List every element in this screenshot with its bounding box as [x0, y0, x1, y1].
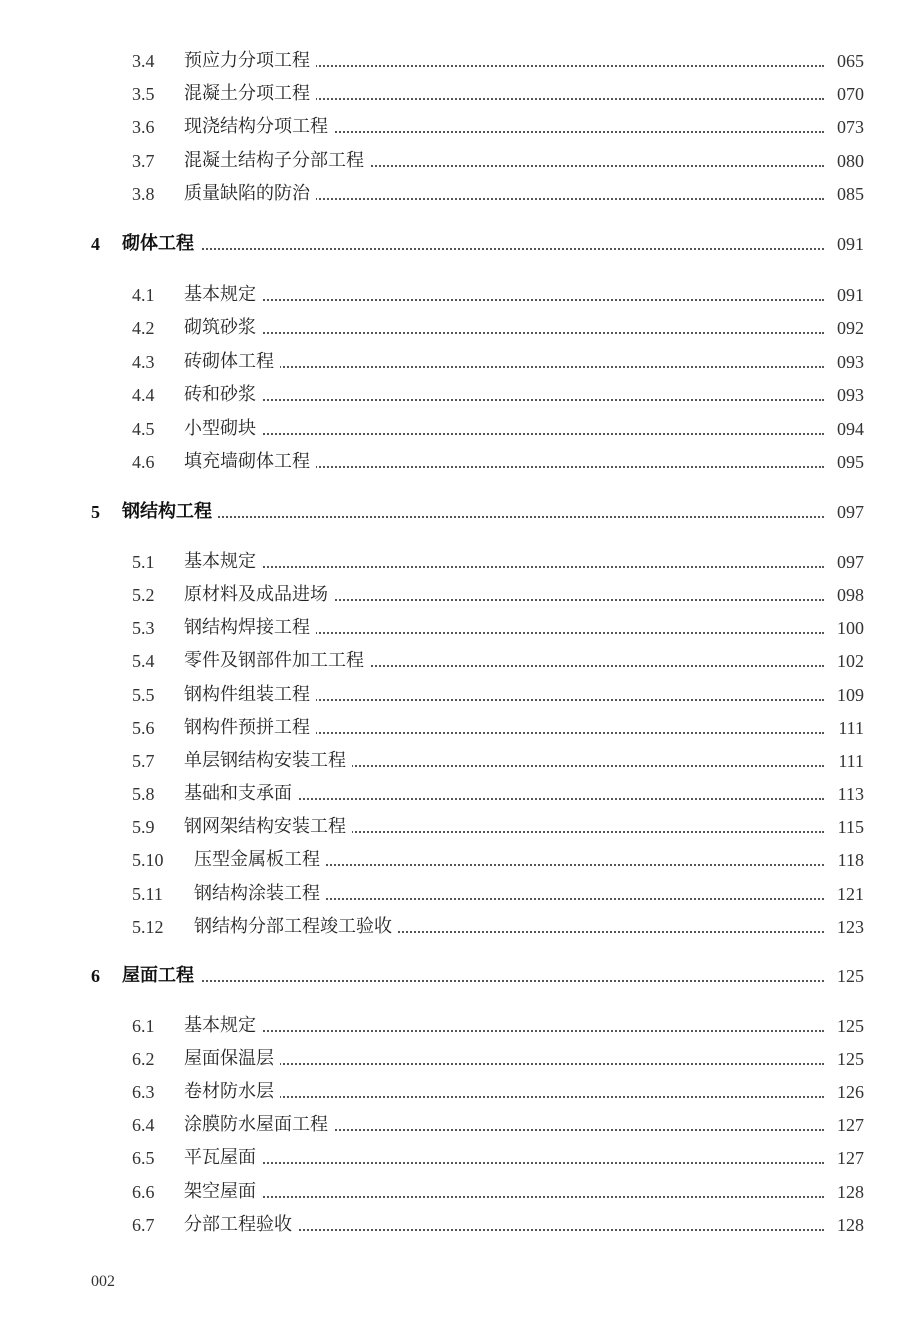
section-title: 基本规定	[184, 547, 262, 577]
section-title: 基本规定	[184, 1011, 262, 1041]
toc-chapter[interactable]	[0, 497, 910, 527]
section-title: 钢网架结构安装工程	[184, 812, 352, 842]
section-title: 卷材防水层	[184, 1077, 280, 1107]
section-number: 6.3	[132, 1082, 155, 1102]
chapter-title: 钢结构工程	[122, 497, 218, 527]
section-title: 基本规定	[184, 280, 262, 310]
section-title: 混凝土结构子分部工程	[184, 146, 370, 176]
section-number: 6.5	[132, 1148, 155, 1168]
toc-entry[interactable]	[0, 447, 910, 477]
section-number: 5.2	[132, 585, 155, 605]
section-title: 填充墙砌体工程	[184, 447, 316, 477]
toc-entry[interactable]	[0, 146, 910, 176]
page-number: 080	[833, 146, 864, 176]
section-number: 4.3	[132, 352, 155, 372]
section-number: 5.7	[132, 751, 155, 771]
toc-entry[interactable]	[0, 680, 910, 710]
section-number: 5.12	[132, 917, 164, 937]
chapter-number: 5	[91, 502, 100, 522]
dot-leader	[122, 516, 824, 518]
toc-entry[interactable]	[0, 280, 910, 310]
section-number: 3.6	[132, 117, 155, 137]
section-number: 5.6	[132, 718, 155, 738]
section-title: 小型砌块	[184, 414, 262, 444]
section-number: 6.6	[132, 1182, 155, 1202]
toc-entry[interactable]	[0, 646, 910, 676]
page-number: 121	[833, 879, 864, 909]
section-number: 3.8	[132, 184, 155, 204]
section-title: 砖和砂浆	[184, 380, 262, 410]
page-number: 127	[833, 1110, 864, 1140]
page-number: 093	[833, 380, 864, 410]
toc-entry[interactable]	[0, 912, 910, 942]
toc-entry[interactable]	[0, 547, 910, 577]
section-title: 单层钢结构安装工程	[184, 746, 352, 776]
toc-entry[interactable]	[0, 746, 910, 776]
toc-entry[interactable]	[0, 347, 910, 377]
toc-entry[interactable]	[0, 1077, 910, 1107]
toc-entry[interactable]	[0, 112, 910, 142]
section-title: 现浇结构分项工程	[184, 112, 334, 142]
section-number: 5.5	[132, 685, 155, 705]
dot-leader	[184, 433, 824, 435]
toc-entry[interactable]	[0, 580, 910, 610]
chapter-title: 屋面工程	[122, 961, 200, 991]
section-number: 5.1	[132, 552, 155, 572]
section-title: 分部工程验收	[184, 1210, 298, 1240]
chapter-number: 4	[91, 234, 100, 254]
dot-leader	[184, 566, 824, 568]
section-title: 原材料及成品进场	[184, 580, 334, 610]
section-number: 4.5	[132, 419, 155, 439]
dot-leader	[184, 1196, 824, 1198]
page-number: 125	[833, 1044, 864, 1074]
dot-leader	[122, 980, 824, 982]
page-number: 073	[833, 112, 864, 142]
page-number: 109	[833, 680, 864, 710]
section-title: 混凝土分项工程	[184, 79, 316, 109]
toc-entry[interactable]	[0, 414, 910, 444]
section-title: 架空屋面	[184, 1177, 262, 1207]
section-number: 3.7	[132, 151, 155, 171]
section-title: 零件及钢部件加工工程	[184, 646, 370, 676]
section-title: 砌筑砂浆	[184, 313, 262, 343]
section-number: 5.4	[132, 651, 155, 671]
toc-entry[interactable]	[0, 179, 910, 209]
section-number: 5.11	[132, 884, 163, 904]
dot-leader	[184, 332, 824, 334]
toc-entry[interactable]	[0, 713, 910, 743]
page-number: 091	[833, 229, 864, 259]
page-number: 126	[833, 1077, 864, 1107]
page-number: 093	[833, 347, 864, 377]
toc-entry[interactable]	[0, 779, 910, 809]
toc-entry[interactable]	[0, 1044, 910, 1074]
section-title: 钢结构分部工程竣工验收	[194, 912, 398, 942]
section-number: 4.4	[132, 385, 155, 405]
section-number: 4.1	[132, 285, 155, 305]
page-number: 065	[833, 46, 864, 76]
page-number: 125	[833, 1011, 864, 1041]
toc-entry[interactable]	[0, 313, 910, 343]
section-number: 3.4	[132, 51, 155, 71]
chapter-number: 6	[91, 966, 100, 986]
section-title: 平瓦屋面	[184, 1143, 262, 1173]
folio-page-number: 002	[91, 1273, 115, 1290]
section-number: 6.2	[132, 1049, 155, 1069]
page-number: 097	[833, 497, 864, 527]
toc-entry[interactable]	[0, 79, 910, 109]
section-title: 预应力分项工程	[184, 46, 316, 76]
section-title: 压型金属板工程	[194, 845, 326, 875]
page-number: 098	[833, 580, 864, 610]
section-number: 5.3	[132, 618, 155, 638]
page-number: 115	[834, 812, 864, 842]
section-number: 4.6	[132, 452, 155, 472]
section-title: 钢结构涂装工程	[194, 879, 326, 909]
page-number: 128	[833, 1210, 864, 1240]
page-number: 102	[833, 646, 864, 676]
section-number: 3.5	[132, 84, 155, 104]
dot-leader	[184, 299, 824, 301]
section-title: 涂膜防水屋面工程	[184, 1110, 334, 1140]
section-title: 基础和支承面	[184, 779, 298, 809]
page-number: 128	[833, 1177, 864, 1207]
section-number: 5.8	[132, 784, 155, 804]
toc-entry[interactable]	[0, 1177, 910, 1207]
section-title: 钢结构焊接工程	[184, 613, 316, 643]
page-number: 111	[834, 713, 864, 743]
chapter-title: 砌体工程	[122, 229, 200, 259]
dot-leader	[122, 248, 824, 250]
page-number: 118	[834, 845, 864, 875]
toc-entry[interactable]	[0, 845, 910, 875]
toc-chapter[interactable]	[0, 229, 910, 259]
toc-entry[interactable]	[0, 1110, 910, 1140]
page-number: 111	[834, 746, 864, 776]
toc-entry[interactable]	[0, 613, 910, 643]
toc-entry[interactable]	[0, 1143, 910, 1173]
page-number: 097	[833, 547, 864, 577]
section-title: 质量缺陷的防治	[184, 179, 316, 209]
toc-entry[interactable]	[0, 46, 910, 76]
dot-leader	[184, 1162, 824, 1164]
page-number: 070	[833, 79, 864, 109]
section-title: 屋面保温层	[184, 1044, 280, 1074]
page-number: 094	[833, 414, 864, 444]
toc-entry[interactable]	[0, 1210, 910, 1240]
section-number: 4.2	[132, 318, 155, 338]
page-number: 113	[834, 779, 864, 809]
toc-entry[interactable]	[0, 812, 910, 842]
toc-entry[interactable]	[0, 1011, 910, 1041]
dot-leader	[184, 1063, 824, 1065]
section-title: 钢构件预拼工程	[184, 713, 316, 743]
toc-entry[interactable]	[0, 380, 910, 410]
toc-chapter[interactable]	[0, 961, 910, 991]
page-number: 123	[833, 912, 864, 942]
section-number: 5.10	[132, 850, 164, 870]
dot-leader	[184, 399, 824, 401]
page-number: 085	[833, 179, 864, 209]
section-number: 6.7	[132, 1215, 155, 1235]
section-title: 钢构件组装工程	[184, 680, 316, 710]
page-number: 095	[833, 447, 864, 477]
section-number: 6.4	[132, 1115, 155, 1135]
section-number: 6.1	[132, 1016, 155, 1036]
section-title: 砖砌体工程	[184, 347, 280, 377]
page-number: 127	[833, 1143, 864, 1173]
page-number: 092	[833, 313, 864, 343]
page-number: 091	[833, 280, 864, 310]
page-number: 125	[833, 961, 864, 991]
dot-leader	[184, 366, 824, 368]
section-number: 5.9	[132, 817, 155, 837]
dot-leader	[184, 1030, 824, 1032]
dot-leader	[184, 1096, 824, 1098]
toc-entry[interactable]	[0, 879, 910, 909]
page-number: 100	[833, 613, 864, 643]
